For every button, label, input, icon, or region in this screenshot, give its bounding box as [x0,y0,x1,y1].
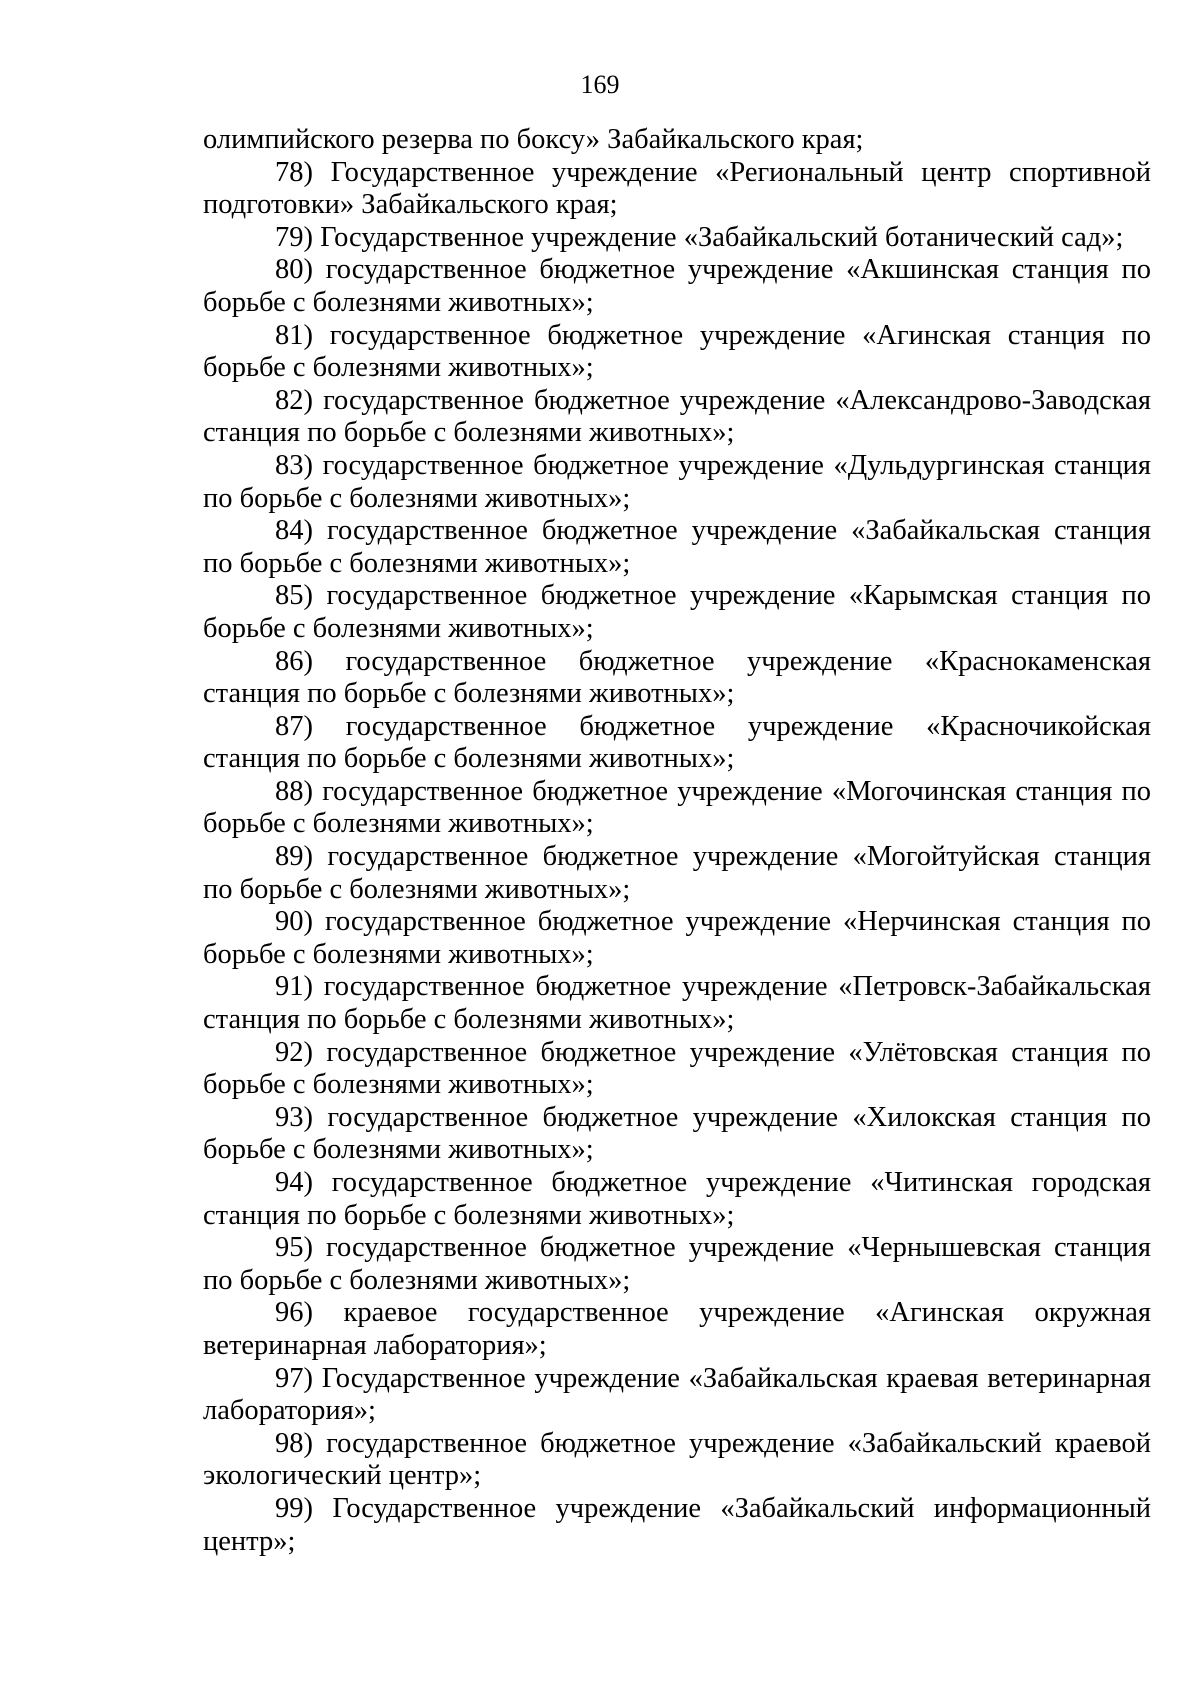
list-item [203,906,1151,971]
list-item-text: государственное бюджетное учреждение «Чернышевская станция по борьбе с болезнями животных»; [203,1232,1151,1296]
list-item-text: государственное бюджетное учреждение «Улётовская станция по борьбе с болезнями животных»; [203,1036,1152,1101]
list-item-text: государственное бюджетное учреждение «Забайкальский краевой экологический центр»; [203,1427,1151,1492]
continuation-paragraph: олимпийского резерва по боксу» Забайкальского края; [203,124,864,155]
document-body [203,124,1151,1558]
list-item-number: 79) [275,221,313,253]
list-item-text: государственное бюджетное учреждение «Читинская городская станция по борьбе с болезнями животных»; [203,1167,1152,1231]
list-item-text: государственное бюджетное учреждение «Карымская станция по борьбе с болезнями животных»; [203,580,1151,644]
list-item [203,385,1151,450]
list-item-text: государственное бюджетное учреждение «Акшинская станция по борьбе с болезнями животных»; [203,254,1152,318]
list-item-text: государственное бюджетное учреждение «Красночикойская станция по борьбе с болезнями животных»; [203,710,1151,775]
list-item [203,157,1151,222]
numbered-list [203,157,1151,1559]
list-item [203,254,1151,319]
list-item [203,1493,1151,1558]
list-item [203,1167,1151,1232]
list-item-number: 90) [275,906,313,938]
list-item-number: 87) [275,710,313,742]
list-item-number: 99) [275,1492,313,1524]
list-item-number: 83) [275,449,313,481]
list-item-number: 94) [275,1167,313,1198]
list-item [203,1297,1151,1362]
list-item-number: 89) [275,841,313,873]
list-item-number: 86) [275,645,313,677]
list-item [203,580,1151,645]
list-item-number: 78) [275,156,313,188]
list-item [203,450,1151,515]
list-item [203,1102,1151,1167]
list-item-number: 81) [275,319,313,351]
list-item [203,1428,1151,1493]
list-item [203,646,1151,711]
list-item [203,1037,1151,1102]
list-item-number: 85) [275,580,313,612]
list-item [203,971,1151,1036]
list-item-number: 96) [275,1297,313,1329]
list-item-text: государственное бюджетное учреждение «Дульдургинская станция по борьбе с болезнями животных»; [203,449,1152,514]
list-item [203,841,1151,906]
list-item [203,320,1151,385]
list-item [203,711,1151,776]
list-item [203,1232,1151,1297]
list-item [203,1363,1151,1428]
list-item-number: 88) [275,775,313,807]
list-item-number: 98) [275,1427,313,1459]
list-item-text: государственное бюджетное учреждение «Агинская станция по борьбе с болезнями животных»; [203,319,1151,384]
page-number: 169 [580,70,620,99]
list-item-text: государственное бюджетное учреждение «Краснокаменская станция по борьбе с болезнями животных»; [203,645,1151,710]
list-item-number: 82) [275,384,313,416]
list-item-text: государственное бюджетное учреждение «Забайкальская станция по борьбе с болезнями животных»; [203,515,1151,579]
list-item-text: государственное бюджетное учреждение «Могойтуйская станция по борьбе с болезнями животных»; [203,841,1152,905]
list-item-number: 84) [275,515,313,547]
list-item-number: 97) [275,1362,313,1394]
list-item-text: государственное бюджетное учреждение «Петровск-Забайкальская станция по борьбе с болезнями животных»; [203,971,1152,1036]
list-item-text: государственное бюджетное учреждение «Могочинская станция по борьбе с болезнями животных»; [203,775,1152,840]
list-item-text: Государственное учреждение «Забайкальская краевая ветеринарная лаборатория»; [203,1362,1152,1427]
list-item-text: Государственное учреждение «Забайкальский ботанический сад»; [320,221,1124,253]
list-item-number: 95) [275,1232,313,1264]
list-item [203,515,1151,580]
list-item-text: Государственное учреждение «Забайкальский информационный центр»; [203,1492,1151,1557]
list-item-number: 80) [275,254,313,286]
list-item-text: государственное бюджетное учреждение «Хилокская станция по борьбе с болезнями животных»; [203,1101,1152,1166]
list-item [203,222,1151,255]
list-item-text: государственное бюджетное учреждение «Нерчинская станция по борьбе с болезнями животных»; [203,906,1152,970]
list-item-text: краевое государственное учреждение «Агинская окружная ветеринарная лаборатория»; [203,1297,1151,1361]
list-item-number: 91) [275,971,313,1003]
list-item-number: 92) [275,1036,313,1068]
list-item-text: Государственное учреждение «Региональный центр спортивной подготовки» Забайкальского края; [203,156,1152,221]
list-item-text: государственное бюджетное учреждение «Александрово-Заводская станция по борьбе с болезнями животных»; [203,384,1152,449]
list-item [203,776,1151,841]
list-item-number: 93) [275,1101,313,1133]
